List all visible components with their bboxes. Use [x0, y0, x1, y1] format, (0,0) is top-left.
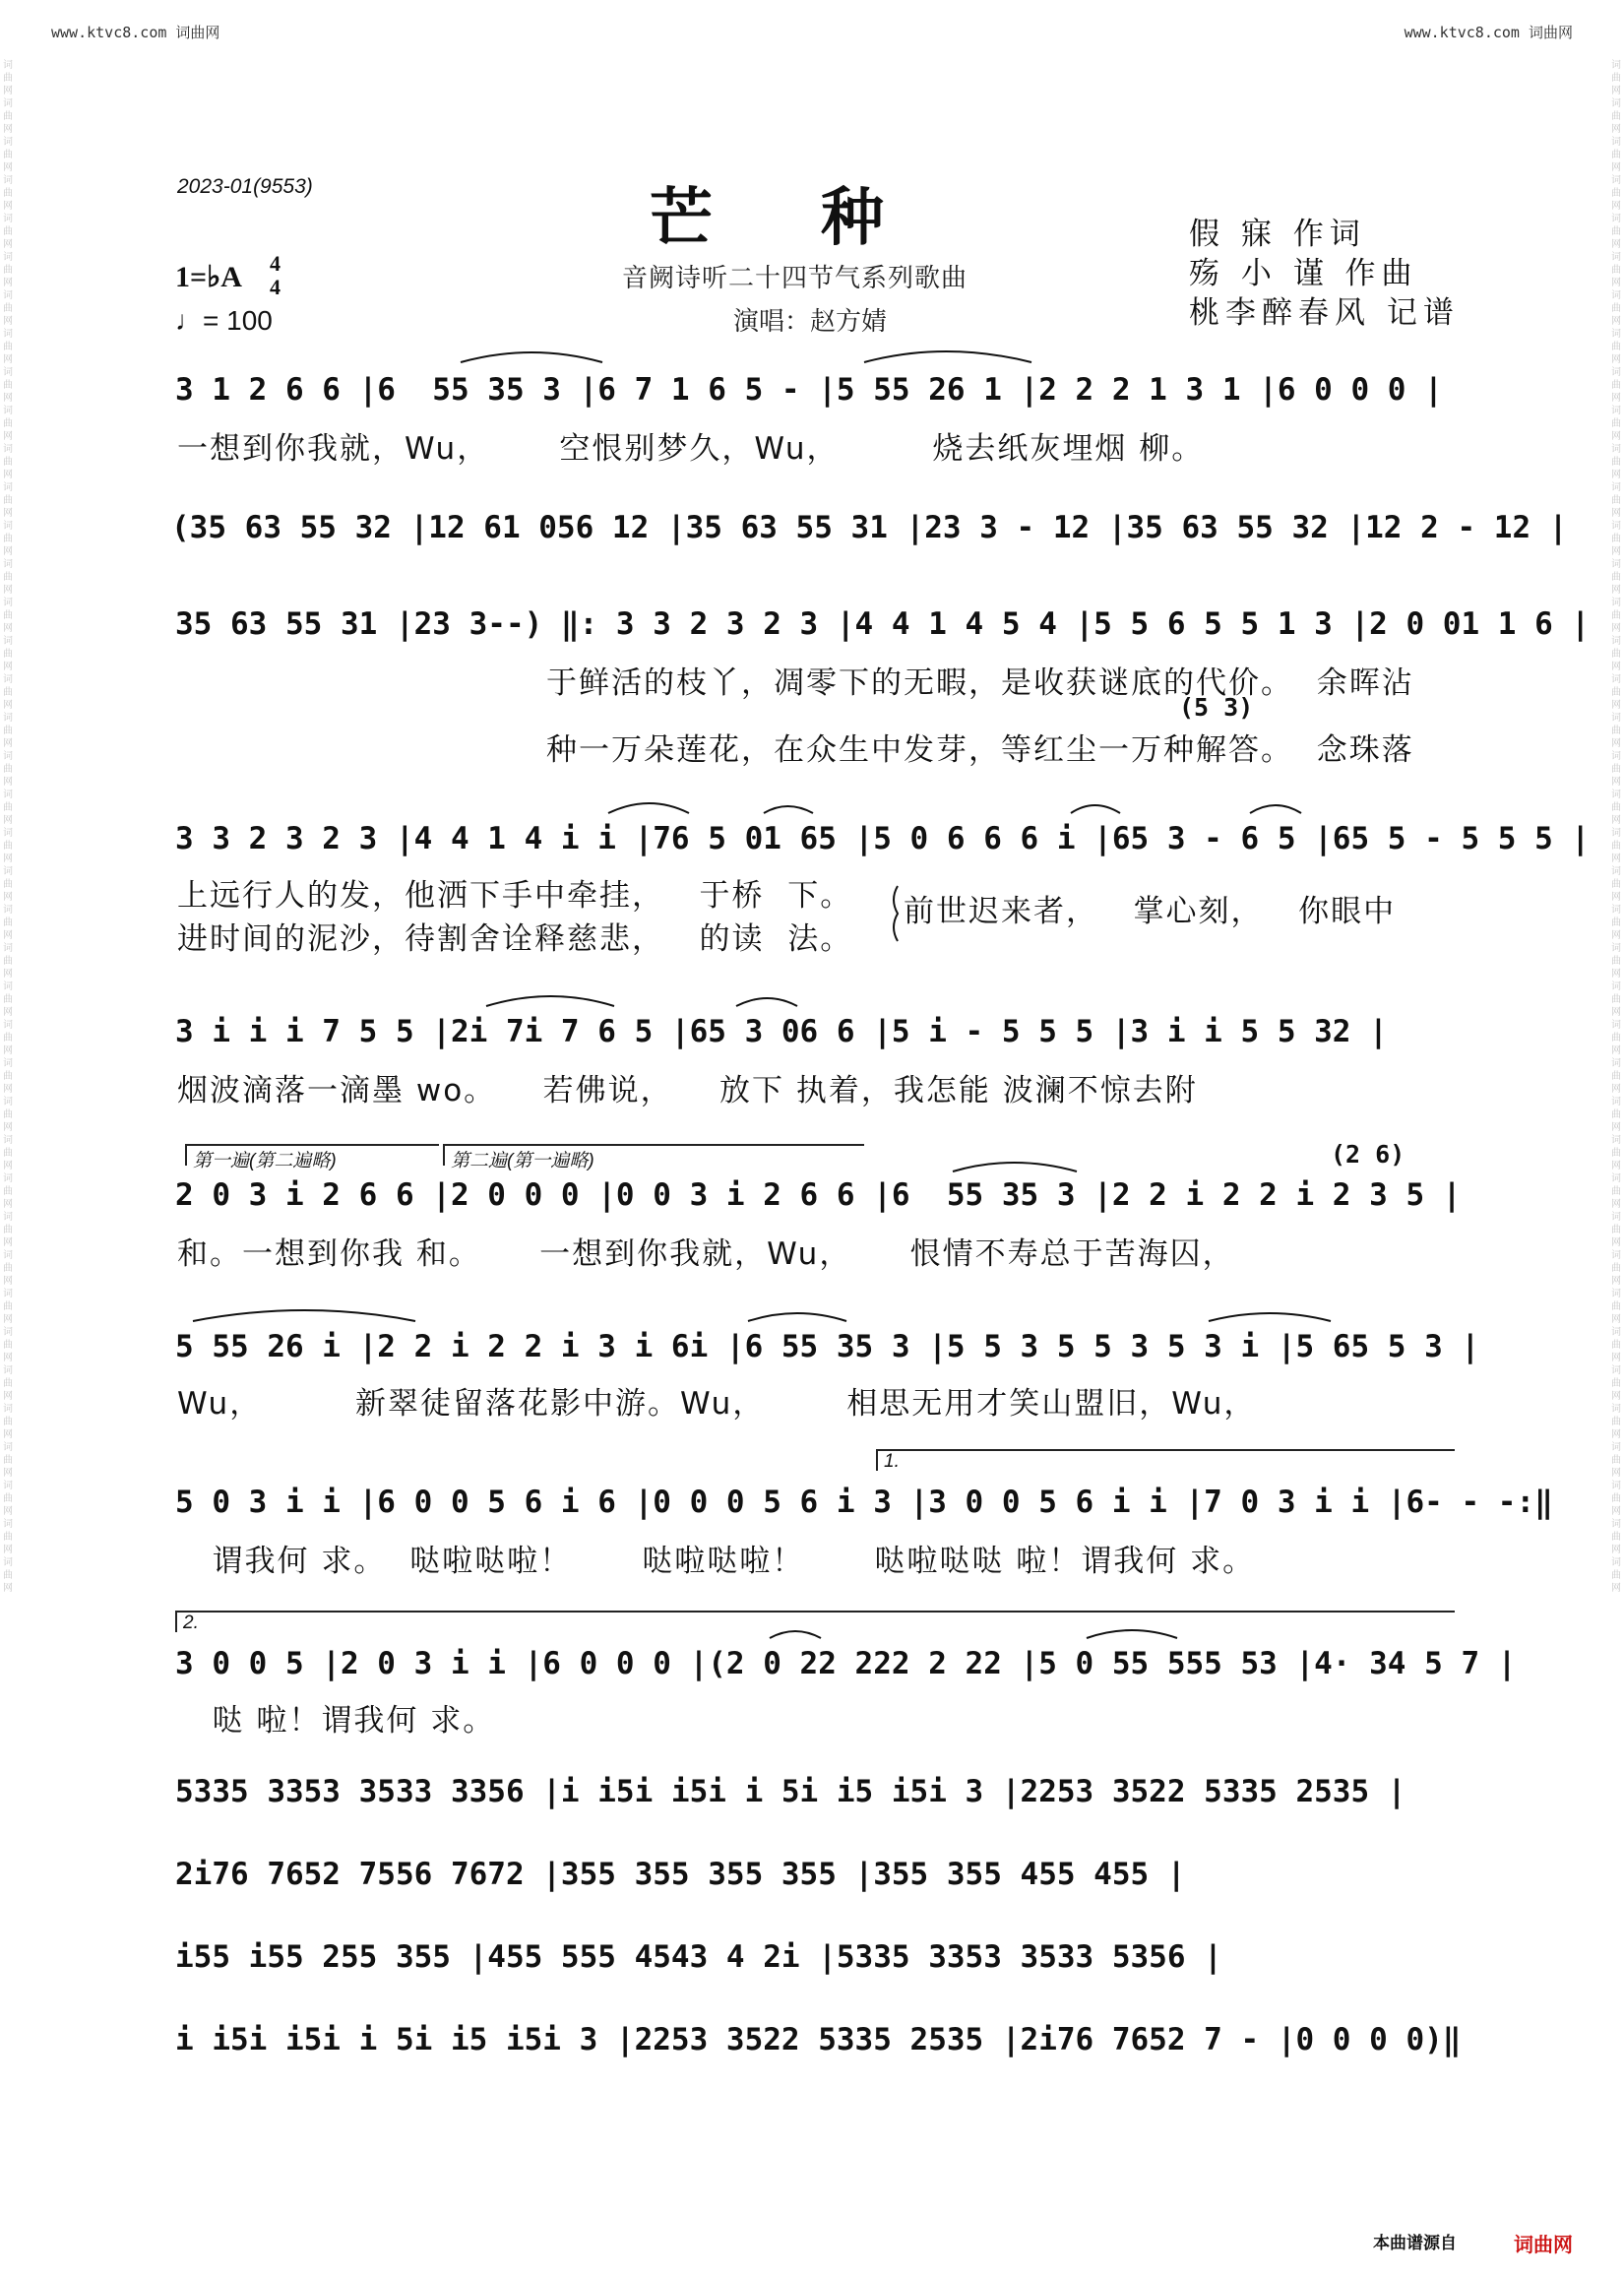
tempo-marking: ♩= 100 [175, 305, 273, 336]
score-line-8: 5 0 3 i i |6 0 0 5 6 i 6 |0 0 0 5 6 i 3 |3 0 0 5 6 i i |7 0 3 i i |6- - -:‖ [175, 1485, 1553, 1520]
slur [864, 351, 1031, 362]
slur [461, 352, 602, 362]
score-line-5: 3 i i i 7 5 5 |2i 7i 7 6 5 |65 3 06 6 |5 i - 5 5 5 |3 i i 5 5 32 | [175, 1014, 1388, 1049]
score-line-6: 2 0 3 i 2 6 6 |2 0 0 0 |0 0 3 i 2 6 6 |6 55 35 3 |2 2 i 2 2 i 2 3 5 | [175, 1177, 1462, 1213]
lyric-line-6: 和。一想到你我 和。 一想到你我就，Wu， 恨情不寿总于苦海囚， [177, 1236, 1235, 1272]
slur [770, 1631, 821, 1638]
slur [193, 1310, 415, 1321]
score-line-3: 35 63 55 31 |23 3--) ‖: 3 3 2 3 2 3 |4 4 1 4 5 4 |5 5 6 5 5 1 3 |2 0 01 1 6 | [175, 606, 1591, 642]
ending-two-bracket: 2. [175, 1611, 1455, 1632]
score-line-1: 3 1 2 6 6 |6 55 35 3 |6 7 1 6 5 - |5 55 26 1 |2 2 2 1 3 1 |6 0 0 0 | [175, 372, 1443, 408]
site-watermark-left: www.ktvc8.com 词曲网 [51, 24, 220, 41]
volta-first-pass: 第一遍(第二遍略) [185, 1144, 439, 1166]
lyric-line-4b: 进时间的泥沙，待割舍诠释慈悲， 的读 法。 [177, 921, 853, 957]
slur [1209, 1313, 1331, 1321]
meter-bottom: 4 [270, 275, 281, 299]
alt-notes-6: (2 6) [1331, 1140, 1405, 1169]
lyric-line-9: 哒 啦！谓我何 求。 [177, 1703, 496, 1739]
volta-second-pass: 第二遍(第一遍略) [443, 1144, 864, 1166]
score-line-12: i55 i55 255 355 |455 555 4543 4 2i |5335 3353 3533 5356 | [175, 1939, 1222, 1975]
catalog-number: 2023-01(9553) [177, 175, 313, 198]
ending-one-bracket: 1. [876, 1449, 1455, 1471]
lyricist-credit: 假 寐 作词 [1189, 217, 1366, 252]
slur [736, 998, 797, 1006]
side-watermark-right: 词曲网词曲网词曲网词曲网词曲网词曲网词曲网词曲网词曲网词曲网词曲网词曲网词曲网词曲网词曲网词曲网词曲网词曲网词曲网词曲网词曲网词曲网词曲网词曲网词曲网词曲网词曲网词曲网词曲网词曲网词曲网词曲网词曲网词曲网词曲网词曲网词曲网词曲网词曲网词曲网 [1611, 60, 1621, 1594]
composer-credit: 殇 小 谨 作曲 [1189, 256, 1418, 291]
transcriber-credit: 桃李醉春风 记谱 [1189, 295, 1460, 331]
slur [1071, 805, 1120, 813]
side-watermark-left: 词曲网词曲网词曲网词曲网词曲网词曲网词曲网词曲网词曲网词曲网词曲网词曲网词曲网词曲网词曲网词曲网词曲网词曲网词曲网词曲网词曲网词曲网词曲网词曲网词曲网词曲网词曲网词曲网词曲网词曲网词曲网词曲网词曲网词曲网词曲网词曲网词曲网词曲网词曲网词曲网 [3, 60, 13, 1594]
score-line-2: (35 63 55 32 |12 61 056 12 |35 63 55 31 |23 3 - 12 |35 63 55 32 |12 2 - 12 | [171, 510, 1568, 545]
lyric-line-8: 谓我何 求。 哒啦哒啦！ 哒啦哒啦！ 哒啦哒哒 啦！谓我何 求。 [177, 1544, 1256, 1579]
source-label: 本曲谱源自 [1373, 2234, 1457, 2253]
slur [764, 806, 813, 813]
lyric-line-3b: 种一万朵莲花，在众生中发芽，等红尘一万种解答。 念珠落 [546, 732, 1414, 768]
slur [486, 996, 614, 1006]
slur [1250, 805, 1301, 813]
brace [894, 886, 898, 941]
slur [953, 1163, 1077, 1171]
singer-credit: 演唱：赵方婧 [733, 307, 888, 337]
score-line-9: 3 0 0 5 |2 0 3 i i |6 0 0 0 |(2 0 22 222 2 22 |5 0 55 555 53 |4· 34 5 7 | [175, 1646, 1517, 1681]
alt-notes-3: (5 3) [1179, 693, 1254, 722]
slur [748, 1313, 846, 1321]
score-line-13: i i5i i5i i 5i i5 i5i 3 |2253 3522 5335 2535 |2i76 7652 7 - |0 0 0 0)‖ [175, 2022, 1462, 2057]
site-watermark-right: www.ktvc8.com 词曲网 [1404, 24, 1573, 41]
song-subtitle: 音阙诗听二十四节气系列歌曲 [622, 264, 968, 293]
lyric-line-3a: 于鲜活的枝丫，凋零下的无暇，是收获谜底的代价。 余晖沾 [546, 665, 1414, 701]
score-line-11: 2i76 7652 7556 7672 |355 355 355 355 |355 355 455 455 | [175, 1857, 1186, 1892]
song-title: 芒种 [650, 181, 992, 255]
score-line-10: 5335 3353 3533 3356 |i i5i i5i i 5i i5 i5i 3 |2253 3522 5335 2535 | [175, 1774, 1406, 1809]
lyric-line-1: 一想到你我就，Wu， 空恨别梦久，Wu， 烧去纸灰埋烟 柳。 [177, 431, 1205, 467]
footer-site-name: 词曲网 [1514, 2233, 1573, 2256]
score-line-7: 5 55 26 i |2 2 i 2 2 i 3 i 6i |6 55 35 3 |5 5 3 5 5 3 5 3 i |5 65 5 3 | [175, 1329, 1480, 1364]
lyric-line-4c: 前世迟来者， 掌心刻， 你眼中 [904, 894, 1397, 929]
meter-top: 4 [270, 251, 281, 276]
key-signature: 1=♭A [175, 261, 242, 293]
lyric-line-5: 烟波滴落一滴墨 wo。 若佛说， 放下 执着，我怎能 波澜不惊去附 [177, 1073, 1198, 1108]
slur [608, 803, 689, 813]
slur [1087, 1630, 1177, 1638]
lyric-line-7: Wu， 新翠徒留落花影中游。Wu， 相思无用才笑山盟旧，Wu， [177, 1386, 1257, 1422]
lyric-line-4a: 上远行人的发，他洒下手中牵挂， 于桥 下。 [177, 878, 853, 914]
score-line-4: 3 3 2 3 2 3 |4 4 1 4 i i |76 5 01 65 |5 0 6 6 6 i |65 3 - 6 5 |65 5 - 5 5 5 | [175, 821, 1591, 856]
